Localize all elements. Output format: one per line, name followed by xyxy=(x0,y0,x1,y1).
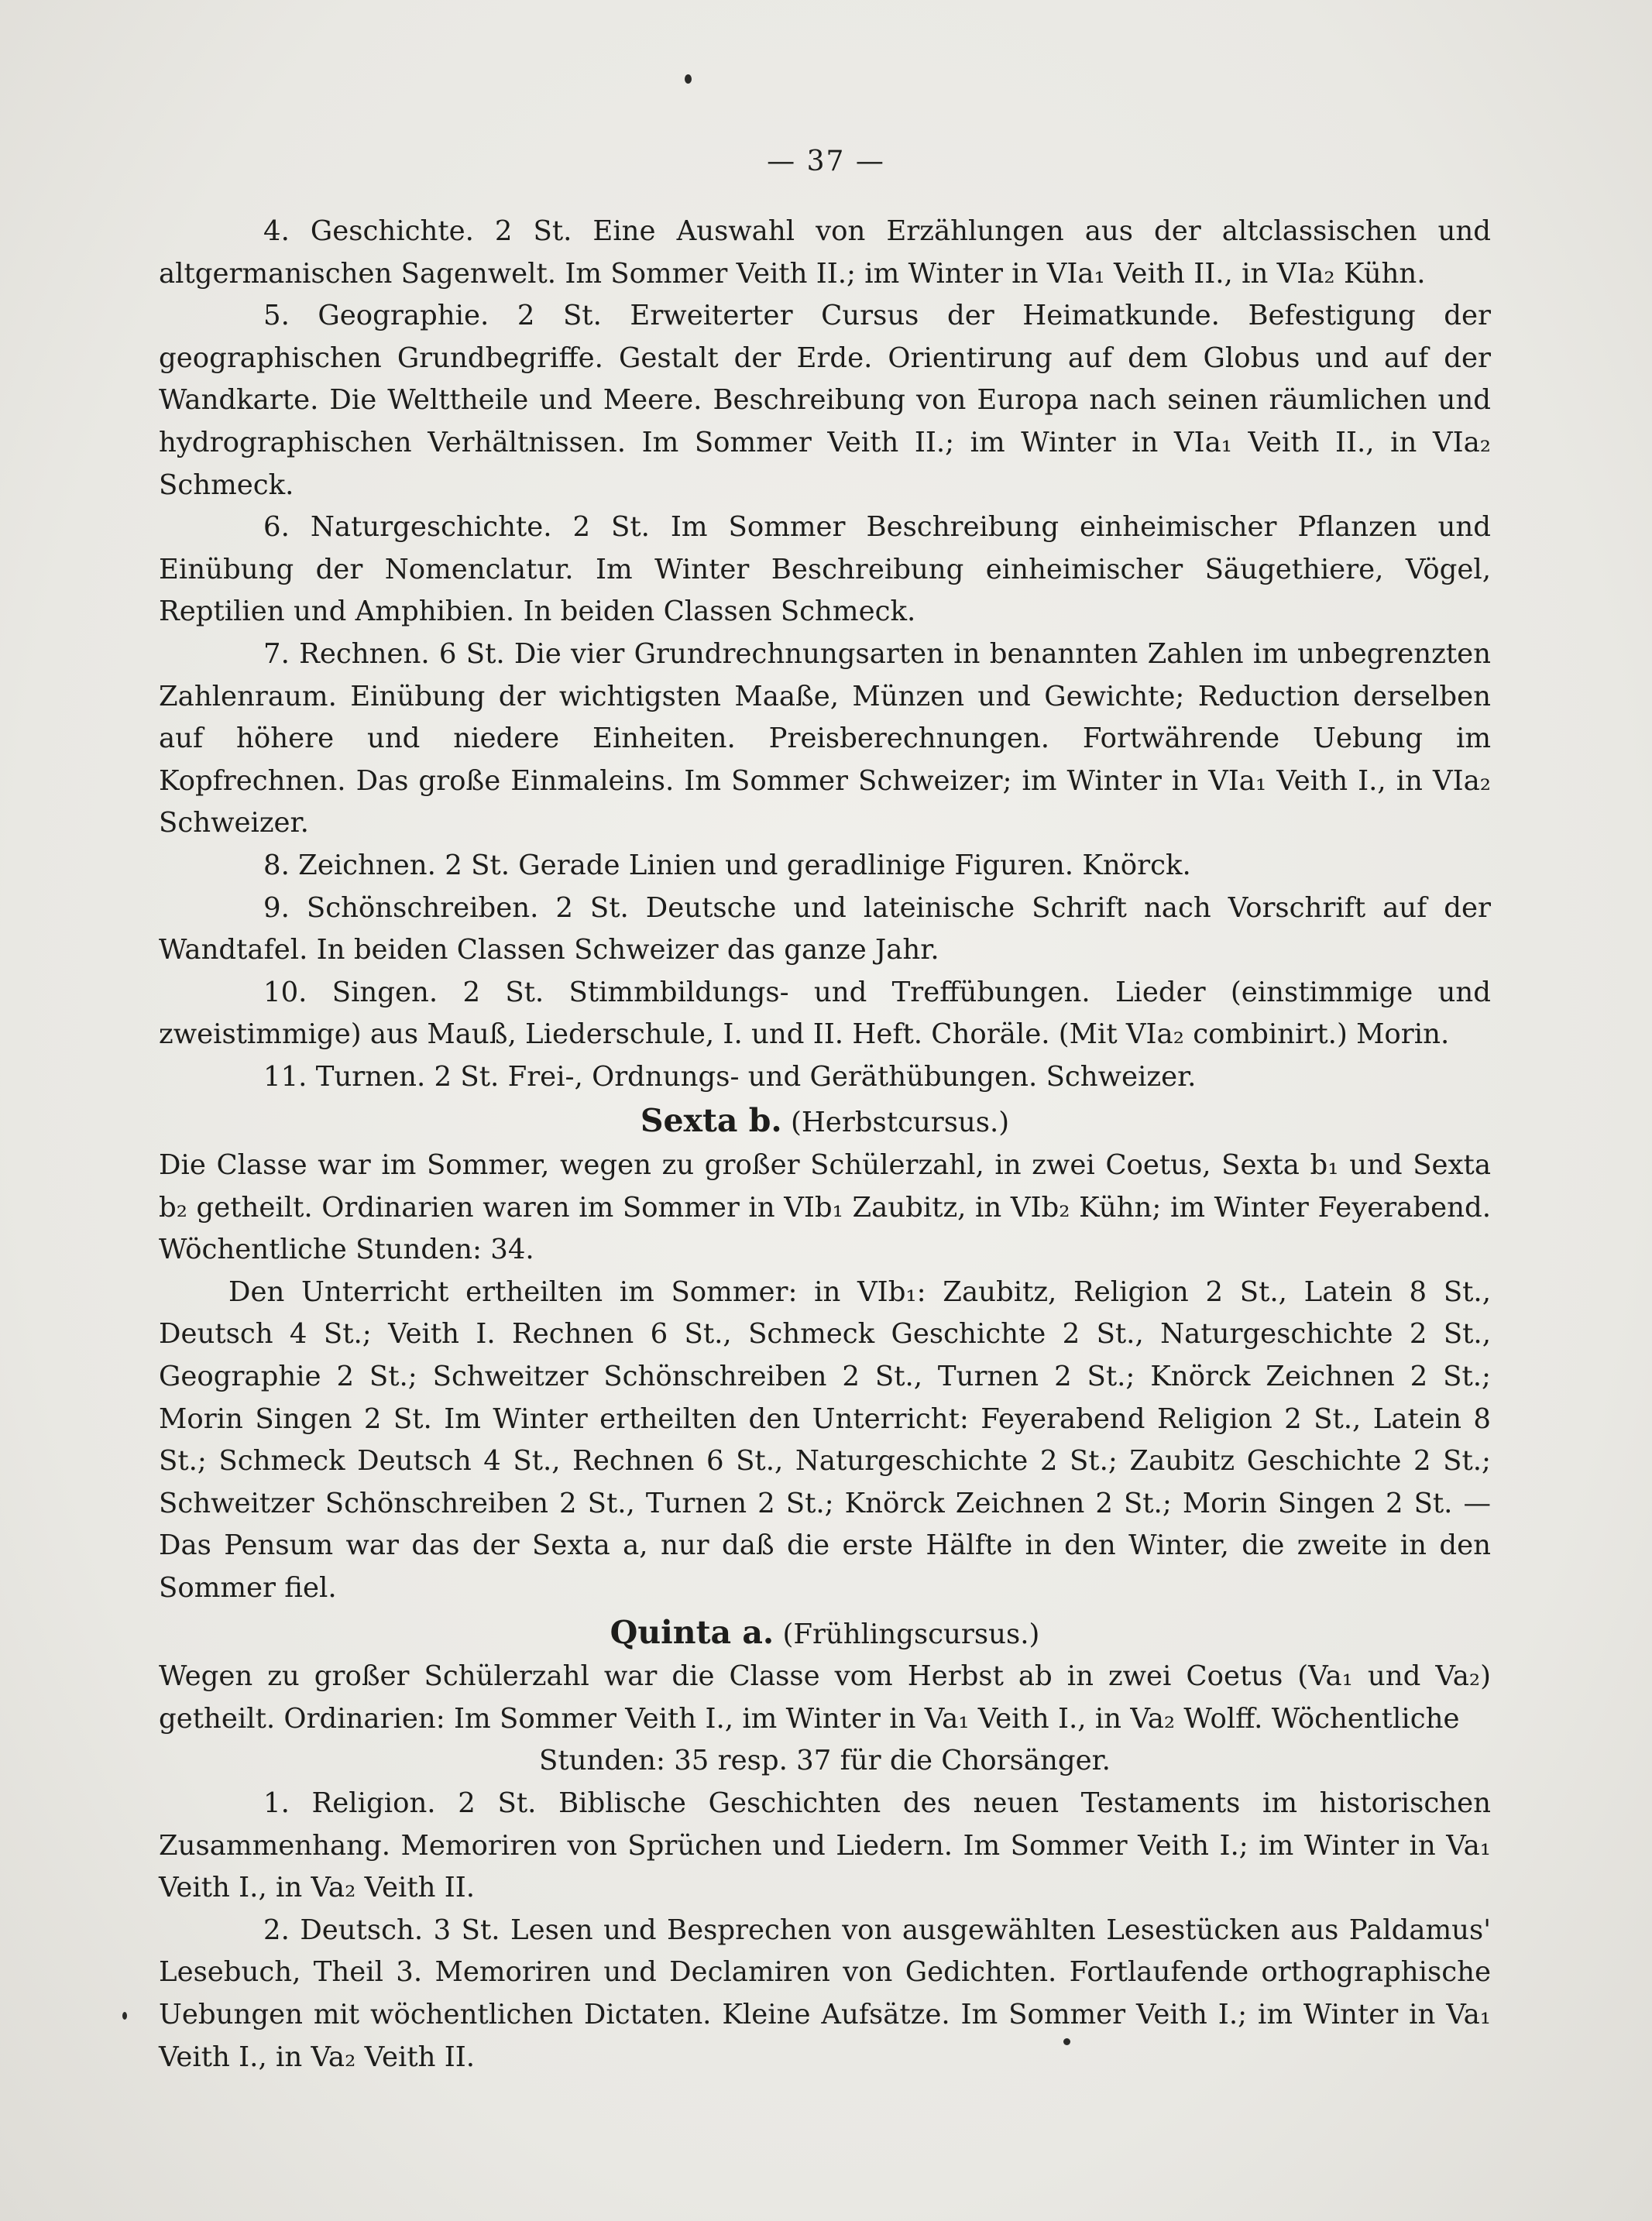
quinta-a-intro: Wegen zu großer Schülerzahl war die Classe vom Herbst ab in zwei Coetus (Va₁ und Va₂) getheilt. Ordinarien: Im Sommer Veith I., im Winter in Va₁ Veith I., in Va₂ Wolff. Wöchentliche xyxy=(159,1660,1491,1735)
section-item-geographie: 5. Geographie. 2 St. Erweiterter Cursus der Heimatkunde. Befestigung der geographischen Grundbegriffe. Gestalt der Erde. Orientirung auf dem Globus und auf der Wandkarte. Die Welttheile und Meere. Beschreibung von Europa nach seinen räumlichen und hydrographischen Verhältnissen. Im Sommer Veith II.; im Winter in VIa₁ Veith II., in VIa₂ Schmeck. xyxy=(159,300,1491,501)
ink-speck xyxy=(685,74,692,84)
heading-note: (Herbstcursus.) xyxy=(791,1107,1010,1139)
quinta-item-deutsch: 2. Deutsch. 3 St. Lesen und Besprechen von ausgewählten Lesestücken aus Paldamus' Lesebuch, Theil 3. Memoriren und Declamiren von Gedichten. Fortlaufende orthographische Uebungen mit wöchentlichen Dictaten. Kleine Aufsätze. Im Sommer Veith I.; im Winter in Va₁ Veith I., in Va₂ Veith II. xyxy=(159,1914,1491,2073)
page-number: — 37 — xyxy=(767,146,885,177)
quinta-item-religion: 1. Religion. 2 St. Biblische Geschichten des neuen Testaments im historischen Zusammenhang. Memoriren von Sprüchen und Liedern. Im Sommer Veith I.; im Winter in Va₁ Veith I., in Va₂ Veith II. xyxy=(159,1787,1491,1904)
section-item-geschichte: 4. Geschichte. 2 St. Eine Auswahl von Erzählungen aus der altclassischen und altgermanischen Sagenwelt. Im Sommer Veith II.; im Winter in VIa₁ Veith II., in VIa₂ Kühn. xyxy=(159,215,1491,290)
sexta-b-intro: Die Classe war im Sommer, wegen zu großer Schülerzahl, in zwei Coetus, Sexta b₁ und Sexta b₂ getheilt. Ordinarien waren im Sommer in VIb₁ Zaubitz, in VIb₂ Kühn; im Winter Feyerabend. Wöchentliche Stunden: 34. xyxy=(159,1149,1491,1266)
section-item-schoenschreiben: 9. Schönschreiben. 2 St. Deutsche und lateinische Schrift nach Vorschrift auf der Wandtafel. In beiden Classen Schweizer das ganze Jahr. xyxy=(159,891,1491,966)
section-heading-sexta-b xyxy=(159,1100,1491,1145)
section-item-naturgeschichte: 6. Naturgeschichte. 2 St. Im Sommer Beschreibung einheimischer Pflanzen und Einübung der Nomenclatur. Im Winter Beschreibung einheimischer Säugethiere, Vögel, Reptilien und Amphibien. In beiden Classen Schmeck. xyxy=(159,511,1491,628)
heading-note: (Frühlingscursus.) xyxy=(782,1618,1040,1650)
section-item-rechnen: 7. Rechnen. 6 St. Die vier Grundrechnungsarten in benannten Zahlen im unbegrenzten Zahlenraum. Einübung der wichtigsten Maaße, Münzen und Gewichte; Reduction derselben auf höhere und niedere Einheiten. Preisberechnungen. Fortwährende Uebung im Kopfrechnen. Das große Einmaleins. Im Sommer Schweizer; im Winter in VIa₁ Veith I., in VIa₂ Schweizer. xyxy=(159,637,1491,839)
section-item-turnen: 11. Turnen. 2 St. Frei-, Ordnungs- und Geräthübungen. Schweizer. xyxy=(263,1060,1197,1093)
quinta-a-hours: Stunden: 35 resp. 37 für die Chorsänger. xyxy=(539,1745,1111,1777)
sexta-b-teachers: Den Unterricht ertheilten im Sommer: in VIb₁: Zaubitz, Religion 2 St., Latein 8 St., Deutsch 4 St.; Veith I. Rechnen 6 St., Schmeck Geschichte 2 St., Naturgeschichte 2 St., Geographie 2 St.; Schweitzer Schönschreiben 2 St., Turnen 2 St.; Knörck Zeichnen 2 St.; Morin Singen 2 St. Im Winter ertheilten den Unterricht: Feyerabend Religion 2 St., Latein 8 St.; Schmeck Deutsch 4 St., Rechnen 6 St., Naturgeschichte 2 St.; Zaubitz Geschichte 2 St.; Schweitzer Schönschreiben 2 St., Turnen 2 St.; Knörck Zeichnen 2 St.; Morin Singen 2 St. — Das Pensum war das der Sexta a, nur daß die erste Hälfte in den Winter, die zweite in den Sommer fiel. xyxy=(159,1275,1491,1604)
heading-title: Sexta b. xyxy=(640,1102,782,1140)
heading-title: Quinta a. xyxy=(610,1613,774,1651)
page-body xyxy=(159,211,1491,2079)
section-item-zeichnen: 8. Zeichnen. 2 St. Gerade Linien und geradlinige Figuren. Knörck. xyxy=(263,849,1191,881)
section-item-singen: 10. Singen. 2 St. Stimmbildungs- und Treffübungen. Lieder (einstimmige und zweistimmige) aus Mauß, Liederschule, I. und II. Heft. Choräle. (Mit VIa₂ combinirt.) Morin. xyxy=(159,976,1491,1051)
ink-speck xyxy=(122,2012,127,2020)
section-heading-quinta-a xyxy=(159,1612,1491,1656)
